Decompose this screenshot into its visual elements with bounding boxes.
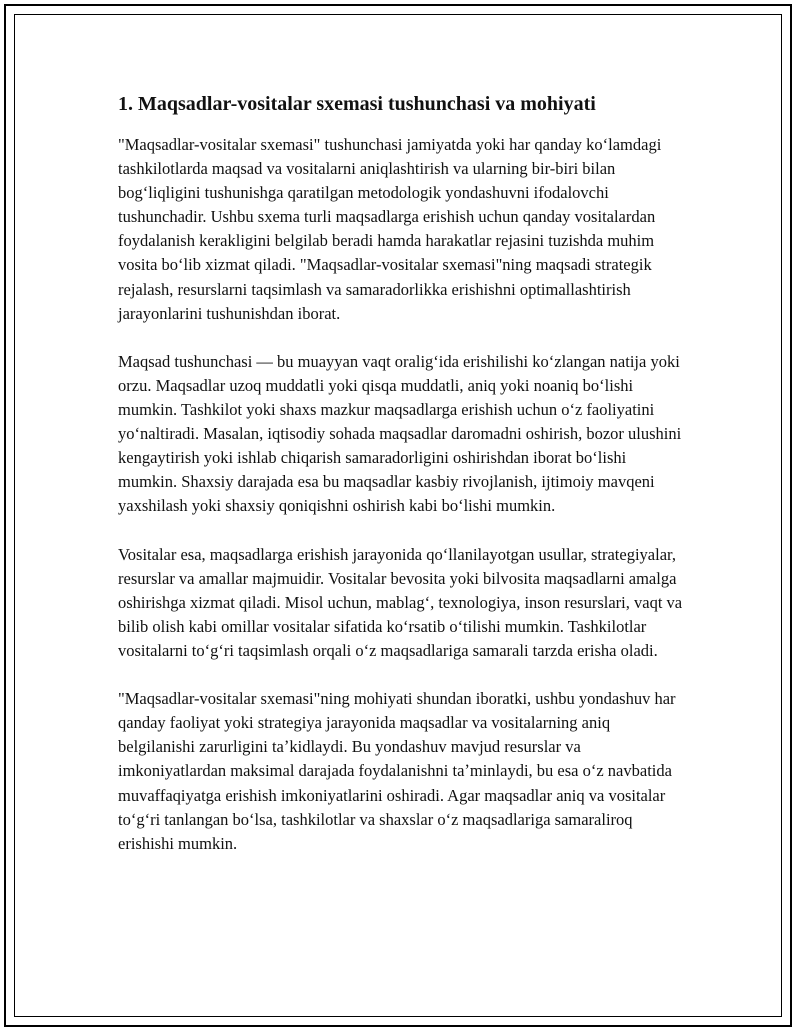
paragraph-means-concept: Vositalar esa, maqsadlarga erishish jarayonida qoʻllanilayotgan usullar, strategiyalar, resurslar va amallar majmuidir. Vositalar bevosita yoki bilvosita maqsadlarni amalga oshirishga xizmat qiladi. Misol uchun, mablagʻ, texnologiya, inson resurslari, vaqt va bilib olish kabi omillar vositalar sifatida koʻrsatib oʻtilishi mumkin. Tashkilotlar vositalarni toʻgʻri taqsimlash orqali oʻz maqsadlariga samarali tarzda erisha oladi. [118,544,683,660]
paragraph-definition: "Maqsadlar-vositalar sxemasi" tushunchasi jamiyatda yoki har qanday koʻlamdagi tashkilotlarda maqsad va vositalarni aniqlashtirish va ularning bir-biri bilan bogʻliqligini tushunishga qaratilgan metodologik yondashuvni ifodalovchi tushunchadir. Ushbu sxema turli maqsadlarga erishish uchun qanday vositalardan foydalanish kerakligini belgilab beradi hamda harakatlar rejasini tuzishda muhim vosita boʻlib xizmat qiladi. "Maqsadlar-vositalar sxemasi"ning maqsadi strategik rejalash, resurslarni taqsimlash va samaradorlikka erishishni optimallashtirish jarayonlarini tushunishdan iborat. [118,135,662,323]
paragraph-essence: "Maqsadlar-vositalar sxemasi"ning mohiyati shundan iboratki, ushbu yondashuv har qanday faoliyat yoki strategiya jarayonida maqsadlar va vositalarning aniq belgilanishi zarurligini taʼkidlaydi. Bu yondashuv mavjud resurslar va imkoniyatlardan maksimal darajada foydalanishni taʼminlaydi, bu esa oʻz navbatida muvaffaqiyatga erishish imkoniyatlarini oshiradi. Agar maqsadlar aniq va vositalar toʻgʻri tanlangan boʻlsa, tashkilotlar va shaxslar oʻz maqsadlariga samaraliroq erishishi mumkin. [118,689,676,853]
section-heading: 1. Maqsadlar-vositalar sxemasi tushunchasi va mohiyati [118,93,596,115]
paragraph-goal-concept: Maqsad tushunchasi — bu muayyan vaqt oraligʻida erishilishi koʻzlangan natija yoki orzu. Maqsadlar uzoq muddatli yoki qisqa muddatli, aniq yoki noaniq boʻlishi mumkin. Tashkilot yoki shaxs mazkur maqsadlarga erishish uchun oʻz faoliyatini yoʻnaltiradi. Masalan, iqtisodiy sohada maqsadlar daromadni oshirish, bozor ulushini kengaytirish yoki ishlab chiqarish samaradorligini oshirishdan iborat boʻlishi mumkin. Shaxsiy darajada esa bu maqsadlar kasbiy rivojlanish, ijtimoiy mavqeni yaxshilash yoki shaxsiy qoniqishni oshirish kabi boʻlishi mumkin. [118,351,682,516]
document-body [118,90,684,880]
